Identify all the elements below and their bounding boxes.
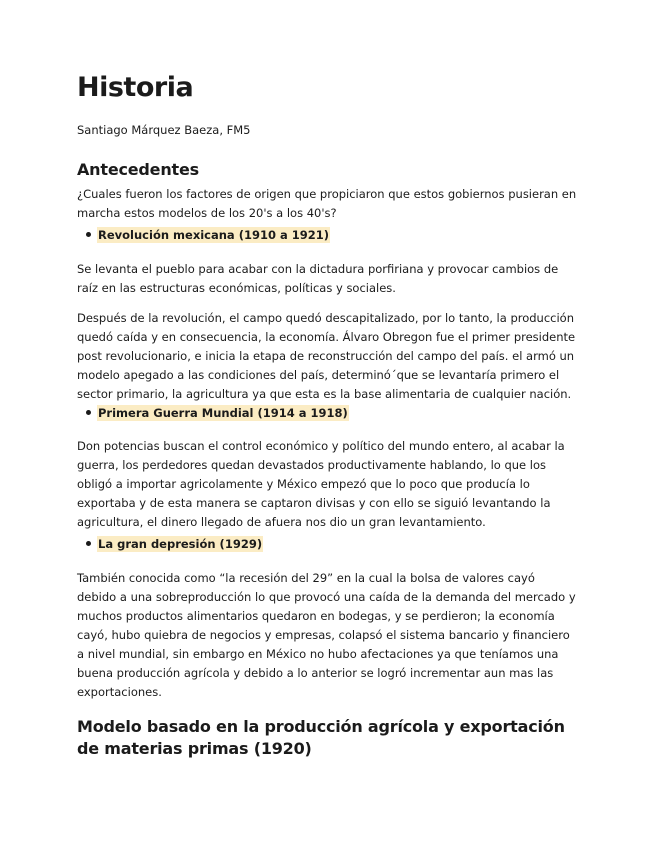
bullet-dot-icon: [86, 541, 91, 546]
bullet-dot-icon: [86, 410, 91, 415]
paragraph: Después de la revolución, el campo quedó descapitalizado, por lo tanto, la producción quedó caída y en consecuencia, la economía. Álvaro Obregon fue el primer presidente post revolucionario, e inicia la etapa de reconstrucción del campo del país. el armó un modelo apegado a las condiciones del país, determinó´que se levantaría primero el sector primario, la agricultura ya que esta es la base alimentaria de cualquier nación.: [77, 311, 576, 401]
highlighted-label: Revolución mexicana (1910 a 1921): [98, 228, 329, 242]
section-heading-modelo: Modelo basado en la producción agrícola y exportación de materias primas (1920): [77, 717, 565, 758]
highlighted-label: La gran depresión (1929): [98, 537, 263, 551]
highlighted-label: Primera Guerra Mundial (1914 a 1918): [98, 406, 348, 420]
paragraph: Don potencias buscan el control económico y político del mundo entero, al acabar la guerra, los perdedores quedan devastados productivamente hablando, lo que los obligó a importar agricolamente y México empezó que lo poco que producía lo exportaba y de esta manera se captaron divisas y con ello se siguió levantando la agricultura, el dinero llegado de afuera nos dio un gran levantamiento.: [77, 439, 565, 529]
list-item-gran-depresion: [86, 537, 263, 551]
list-item-revolucion: [86, 228, 330, 242]
paragraph: Se levanta el pueblo para acabar con la dictadura porfiriana y provocar cambios de raíz en las estructuras económicas, políticas y sociales.: [77, 262, 559, 295]
bullet-dot-icon: [86, 232, 91, 237]
page-title: Historia: [77, 72, 194, 103]
list-item-primera-guerra: [86, 406, 349, 420]
question-paragraph: ¿Cuales fueron los factores de origen que propiciaron que estos gobiernos pusieran en marcha estos modelos de los 20's a los 40's?: [77, 187, 577, 220]
paragraph: También conocida como “la recesión del 29” en la cual la bolsa de valores cayó debido a una sobreproducción lo que provocó una caída de la demanda del mercado y muchos productos alimentarios quedaron en bodegas, y se perdieron; la economía cayó, hubo quiebra de negocios y empresas, colapsó el sistema bancario y financiero a nivel mundial, sin embargo en México no hubo afectaciones ya que teníamos una buena producción agrícola y debido a lo anterior se logró incrementar aun mas las exportaciones.: [77, 571, 576, 699]
author-line: Santiago Márquez Baeza, FM5: [77, 123, 251, 137]
section-heading-antecedentes: Antecedentes: [77, 160, 199, 179]
